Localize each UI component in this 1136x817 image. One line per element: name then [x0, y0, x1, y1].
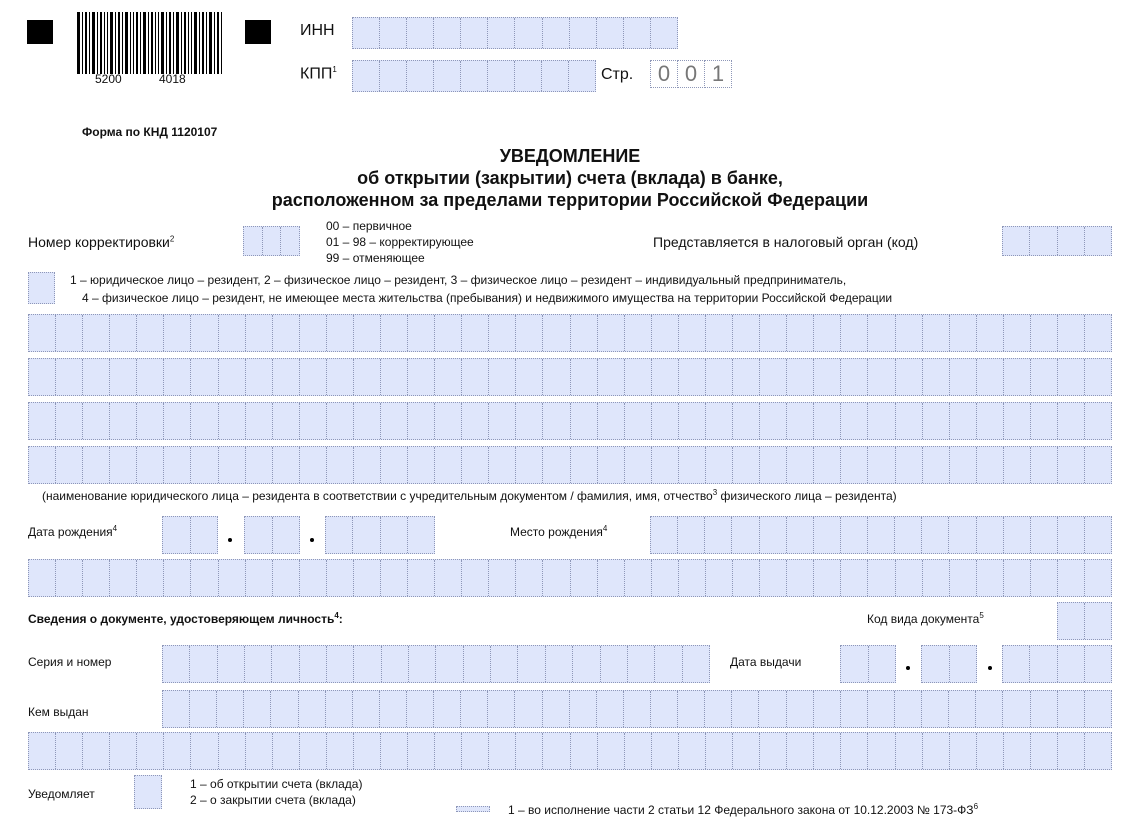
- notify-field[interactable]: [134, 775, 162, 809]
- title-line-1: УВЕДОМЛЕНИЕ: [499, 146, 641, 166]
- name-row-1[interactable]: [28, 314, 1112, 352]
- form-knd: Форма по КНД 1120107: [82, 125, 218, 139]
- correction-options: 00 – первичное 01 – 98 – корректирующее 99 – отменяющее: [326, 219, 474, 265]
- kpp-label: КПП$^1$: [300, 65, 337, 83]
- date-separator-dot: [988, 666, 992, 670]
- birth-day-field[interactable]: [162, 516, 218, 554]
- name-row-2[interactable]: [28, 358, 1112, 396]
- issue-year-field[interactable]: [1002, 645, 1112, 683]
- barcode-icon: [77, 12, 222, 74]
- person-type-options: 1 – юридическое лицо – резидент, 2 – физическое лицо – резидент, 3 – физическое лицо – резидент – индивидуальный предприниматель, 4 – физическое лицо – резидент, не имеющее места жительства (пребывания) и недвижимого имущества на территории Российской Федерации: [70, 273, 893, 305]
- notify-label: Уведомляет: [28, 787, 95, 801]
- barcode: [77, 12, 222, 90]
- law-text: 1 – во исполнение части 2 статьи 12 Федерального закона от 10.12.2003 № $173-ФЗ^6$: [508, 802, 979, 817]
- registration-mark-right: [245, 20, 271, 44]
- kpp-field[interactable]: [352, 60, 596, 92]
- name-row-4[interactable]: [28, 446, 1112, 484]
- issue-date-label: Дата выдачи: [730, 655, 802, 669]
- document-section-label: Сведения о документе, удостоверяющем личность$^4$:: [28, 611, 343, 626]
- doc-type-label: Код вида документа$^5$: [867, 611, 984, 626]
- barcode-number-right: 4018: [159, 72, 186, 86]
- form-title: [170, 145, 970, 211]
- person-type-field[interactable]: [28, 272, 55, 304]
- issued-by-field[interactable]: [162, 690, 1112, 728]
- inn-field[interactable]: [352, 17, 678, 49]
- date-separator-dot: [906, 666, 910, 670]
- name-caption: (наименование юридического лица – резидента в соответствии с учредительным документом / фамилия, имя, отчество$^3$ физического лица – резидента): [42, 488, 897, 503]
- correction-label: Номер корректировки$^2$: [28, 234, 175, 250]
- birth-year-field[interactable]: [325, 516, 435, 554]
- tax-authority-field[interactable]: [1002, 226, 1112, 256]
- page-digit-3: 1: [704, 60, 732, 88]
- tax-authority-label: Представляется в налоговый орган (код): [653, 234, 919, 250]
- name-row-3[interactable]: [28, 402, 1112, 440]
- birth-place-label: Место рождения$^4$: [510, 524, 608, 539]
- issued-by-row-2[interactable]: [28, 732, 1112, 770]
- barcode-number-left: 5200: [95, 72, 122, 86]
- correction-field[interactable]: [243, 226, 300, 256]
- date-separator-dot: [310, 538, 314, 542]
- issue-month-field[interactable]: [921, 645, 977, 683]
- title-line-2: об открытии (закрытии) счета (вклада) в банке,: [357, 168, 783, 188]
- issued-by-label: Кем выдан: [28, 705, 89, 719]
- birth-place-row-2[interactable]: [28, 559, 1112, 597]
- birth-month-field[interactable]: [244, 516, 300, 554]
- title-line-3: расположенном за пределами территории Российской Федерации: [271, 190, 869, 210]
- page-label: Стр.: [601, 66, 634, 83]
- page-digit-2: 0: [677, 60, 705, 88]
- date-separator-dot: [228, 538, 232, 542]
- notify-options: 1 – об открытии счета (вклада) 2 – о закрытии счета (вклада): [190, 777, 363, 807]
- series-number-field[interactable]: [162, 645, 710, 683]
- law-field[interactable]: [456, 806, 490, 812]
- series-number-label: Серия и номер: [28, 655, 112, 669]
- inn-label: ИНН: [300, 22, 335, 39]
- issue-day-field[interactable]: [840, 645, 896, 683]
- registration-mark-left: [27, 20, 53, 44]
- doc-type-field[interactable]: [1057, 602, 1112, 640]
- birth-place-field[interactable]: [650, 516, 1112, 554]
- birth-date-label: Дата рождения$^4$: [28, 524, 118, 539]
- page-digit-1: 0: [650, 60, 678, 88]
